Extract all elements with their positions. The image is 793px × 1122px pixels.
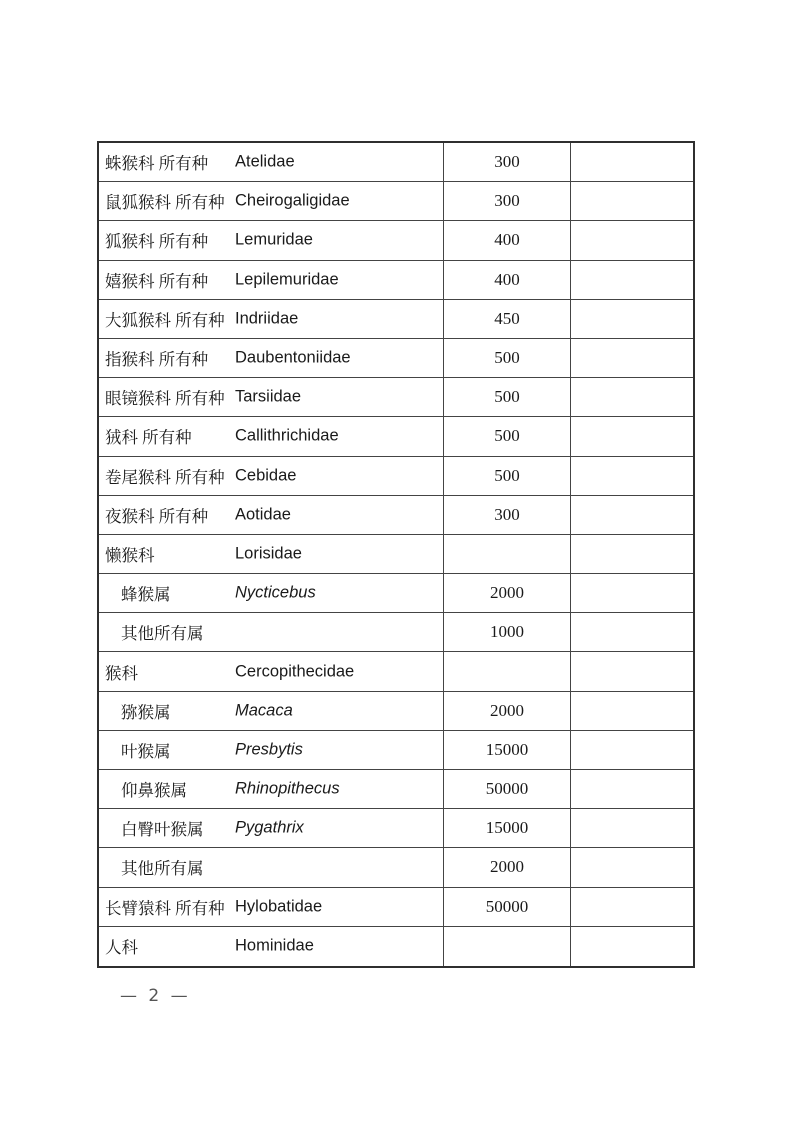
- notes-cell: [571, 261, 693, 299]
- chinese-name: 蜂猴属: [121, 585, 171, 605]
- quantity-cell: 2000: [444, 574, 571, 612]
- latin-name: Lepilemuridae: [235, 270, 339, 289]
- quantity-cell: 500: [444, 339, 571, 377]
- latin-name: Macaca: [235, 701, 293, 720]
- latin-name: Cheirogaligidae: [235, 191, 350, 210]
- chinese-name: 夜猴科 所有种: [105, 506, 209, 526]
- quantity-cell: 1000: [444, 613, 571, 651]
- chinese-name: 其他所有属: [121, 859, 204, 879]
- latin-name: Daubentoniidae: [235, 348, 351, 367]
- page-number: — 2 —: [120, 986, 191, 1006]
- quantity-cell: [444, 927, 571, 966]
- notes-cell: [571, 652, 693, 690]
- chinese-name: 猴科: [105, 663, 138, 683]
- name-cell: [99, 809, 444, 847]
- quantity-cell: 400: [444, 261, 571, 299]
- chinese-name: 眼镜猴科 所有种: [105, 389, 225, 409]
- name-cell: [99, 652, 444, 690]
- table-row: [99, 261, 693, 300]
- notes-cell: [571, 378, 693, 416]
- name-cell: [99, 613, 444, 651]
- quantity-cell: 300: [444, 143, 571, 181]
- table-row: [99, 652, 693, 691]
- chinese-name: 指猴科 所有种: [105, 350, 209, 370]
- quantity-cell: 300: [444, 182, 571, 220]
- latin-name: Cebidae: [235, 466, 297, 485]
- table-row: [99, 221, 693, 260]
- name-cell: [99, 339, 444, 377]
- chinese-name: 鼠狐猴科 所有种: [105, 193, 225, 213]
- notes-cell: [571, 888, 693, 926]
- chinese-name: 嬉猴科 所有种: [105, 271, 209, 291]
- latin-name: Callithrichidae: [235, 426, 339, 445]
- latin-name: Lorisidae: [235, 544, 302, 563]
- quantity-cell: 300: [444, 496, 571, 534]
- table-row: [99, 339, 693, 378]
- latin-name: Aotidae: [235, 505, 291, 524]
- name-cell: [99, 770, 444, 808]
- name-cell: [99, 496, 444, 534]
- table-row: [99, 378, 693, 417]
- notes-cell: [571, 221, 693, 259]
- chinese-name: 蛛猴科 所有种: [105, 154, 209, 174]
- latin-name: Tarsiidae: [235, 387, 302, 406]
- name-cell: [99, 182, 444, 220]
- notes-cell: [571, 143, 693, 181]
- quantity-cell: 50000: [444, 770, 571, 808]
- table-row: [99, 457, 693, 496]
- table-row: [99, 496, 693, 535]
- notes-cell: [571, 300, 693, 338]
- chinese-name: 白臀叶猴属: [121, 820, 204, 840]
- chinese-name: 卷尾猴科 所有种: [105, 467, 225, 487]
- latin-name: Hylobatidae: [235, 897, 323, 916]
- latin-name: Lemuridae: [235, 230, 313, 249]
- notes-cell: [571, 457, 693, 495]
- quantity-cell: 2000: [444, 692, 571, 730]
- notes-cell: [571, 339, 693, 377]
- name-cell: [99, 221, 444, 259]
- chinese-name: 叶猴属: [121, 741, 171, 761]
- table-row: [99, 417, 693, 456]
- latin-name: Indriidae: [235, 309, 299, 328]
- quantity-cell: [444, 652, 571, 690]
- chinese-name: 猕猴属: [121, 702, 171, 722]
- quantity-cell: [444, 535, 571, 573]
- latin-name: Pygathrix: [235, 818, 304, 837]
- table-row: [99, 182, 693, 221]
- latin-name: Rhinopithecus: [235, 779, 340, 798]
- table-row: [99, 574, 693, 613]
- quantity-cell: 2000: [444, 848, 571, 886]
- chinese-name: 仰鼻猴属: [121, 781, 187, 801]
- quantity-cell: 400: [444, 221, 571, 259]
- quantity-cell: 500: [444, 417, 571, 455]
- chinese-name: 狐猴科 所有种: [105, 232, 209, 252]
- name-cell: [99, 535, 444, 573]
- table-row: [99, 770, 693, 809]
- name-cell: [99, 692, 444, 730]
- species-quota-table: [97, 141, 695, 968]
- chinese-name: 懒猴科: [105, 545, 155, 565]
- name-cell: [99, 888, 444, 926]
- table-row: [99, 535, 693, 574]
- table-row: [99, 731, 693, 770]
- quantity-cell: 500: [444, 378, 571, 416]
- latin-name: Nycticebus: [235, 583, 316, 602]
- quantity-cell: 450: [444, 300, 571, 338]
- notes-cell: [571, 574, 693, 612]
- chinese-name: 人科: [105, 938, 138, 958]
- table-row: [99, 888, 693, 927]
- notes-cell: [571, 809, 693, 847]
- latin-name: Hominidae: [235, 936, 314, 955]
- notes-cell: [571, 692, 693, 730]
- chinese-name: 大狐猴科 所有种: [105, 310, 225, 330]
- name-cell: [99, 457, 444, 495]
- notes-cell: [571, 927, 693, 966]
- name-cell: [99, 143, 444, 181]
- table-row: [99, 927, 693, 966]
- notes-cell: [571, 535, 693, 573]
- notes-cell: [571, 613, 693, 651]
- notes-cell: [571, 417, 693, 455]
- latin-name: Atelidae: [235, 152, 295, 171]
- notes-cell: [571, 770, 693, 808]
- notes-cell: [571, 182, 693, 220]
- latin-name: Cercopithecidae: [235, 662, 355, 681]
- name-cell: [99, 848, 444, 886]
- quantity-cell: 50000: [444, 888, 571, 926]
- notes-cell: [571, 848, 693, 886]
- notes-cell: [571, 731, 693, 769]
- name-cell: [99, 574, 444, 612]
- table-row: [99, 143, 693, 182]
- name-cell: [99, 261, 444, 299]
- notes-cell: [571, 496, 693, 534]
- chinese-name: 其他所有属: [121, 624, 204, 644]
- name-cell: [99, 300, 444, 338]
- chinese-name: 狨科 所有种: [105, 428, 192, 448]
- name-cell: [99, 731, 444, 769]
- table-row: [99, 613, 693, 652]
- table-row: [99, 692, 693, 731]
- quantity-cell: 15000: [444, 809, 571, 847]
- name-cell: [99, 378, 444, 416]
- quantity-cell: 500: [444, 457, 571, 495]
- table-row: [99, 848, 693, 887]
- quantity-cell: 15000: [444, 731, 571, 769]
- table-row: [99, 809, 693, 848]
- latin-name: Presbytis: [235, 740, 303, 759]
- chinese-name: 长臂猿科 所有种: [105, 898, 225, 918]
- name-cell: [99, 927, 444, 966]
- table-row: [99, 300, 693, 339]
- name-cell: [99, 417, 444, 455]
